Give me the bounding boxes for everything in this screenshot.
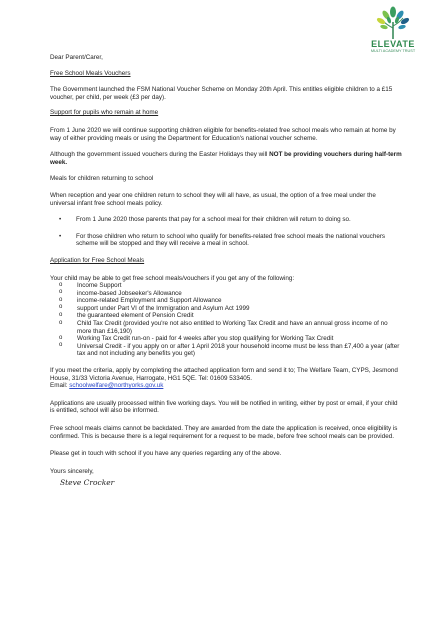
tree-icon: [370, 6, 416, 40]
heading-vouchers: Free School Meals Vouchers: [50, 69, 131, 77]
list-item: • For those children who return to school who qualify for benefits-related free school meals the national vouchers scheme will be stopped and they will receive a meal in school.: [50, 233, 402, 248]
logo-name: ELEVATE: [371, 39, 415, 49]
returning-bullet-list: [50, 216, 402, 248]
elevate-logo: [353, 6, 433, 58]
support-paragraph: From 1 June 2020 we will continue supporting children eligible for benefits-related free school meals who remain at home by way of either providing meals or using the Department for Education's national voucher scheme.: [50, 126, 396, 142]
list-item: o Working Tax Credit run-on - paid for 4 weeks after you stop qualifying for Working Tax Credit: [50, 335, 402, 343]
list-item: o Universal Credit - if you apply on or after 1 April 2018 your household income must be less than £7,400 a year (after tax and not including any benefits you get): [50, 343, 402, 358]
letter-body: [50, 54, 402, 487]
list-item: o income-based Jobseeker's Allowance: [50, 290, 402, 298]
criteria-text: If you meet the criteria, apply by completing the attached application form and send it to; The Welfare Team, CYPS, Jesmond House, 31/33 Victoria Avenue, Harrogate, HG1 5QE. Tel: 01609 533405.: [50, 367, 398, 382]
email-link[interactable]: schoolwelfare@northyorks.gov.uk: [69, 382, 164, 390]
list-item: o support under Part VI of the Immigration and Asylum Act 1999: [50, 305, 402, 313]
criteria-paragraph: [50, 367, 402, 390]
list-item: o income-related Employment and Support Allowance: [50, 297, 402, 305]
list-item: o Child Tax Credit (provided you're not also entitled to Working Tax Credit and have an annual gross income of no more than £16,190): [50, 320, 402, 335]
email-label: Email:: [50, 382, 68, 390]
signoff: Yours sincerely,: [50, 467, 94, 475]
list-item: • From 1 June 2020 those parents that pay for a school meal for their children will return to doing so.: [50, 216, 402, 224]
benefits-list: [50, 282, 402, 358]
heading-returning: Meals for children returning to school: [50, 175, 154, 183]
signature: Steve Crocker: [60, 478, 115, 488]
contact-paragraph: Please get in touch with school if you have any queries regarding any of the above.: [50, 450, 282, 458]
list-item: o the guaranteed element of Pension Credit: [50, 312, 402, 320]
heading-support: Support for pupils who remain at home: [50, 109, 159, 117]
greeting: Dear Parent/Carer,: [50, 54, 103, 61]
vouchers-half-term-paragraph: [50, 151, 402, 166]
vouchers-paragraph: The Government launched the FSM National Voucher Scheme on Monday 20th April. This entitles eligible children to a £15 voucher, per child, per week (£3 per day).: [50, 86, 393, 101]
processing-paragraph: Applications are usually processed within five working days. You will be notified in writing, either by post or email, if your child is entitled, school will also be informed.: [50, 399, 398, 415]
heading-application: Application for Free School Meals: [50, 256, 145, 264]
half-term-text: Although the government issued vouchers during the Easter Holidays they will: [50, 151, 268, 159]
half-term-emphasis: NOT be providing vouchers during half-term week.: [50, 151, 402, 166]
backdate-paragraph: Free school meals claims cannot be backdated. They are awarded from the date the application is received, once eligibility is confirmed. This is because there is a legal requirement for a request to be made, before free school meals can be provided.: [50, 425, 398, 440]
logo-tagline: MULTI ACADEMY TRUST: [370, 49, 416, 53]
application-intro: Your child may be able to get free school meals/vouchers if you get any of the following:: [50, 274, 295, 282]
returning-paragraph: When reception and year one children return to school they will all have, as usual, the option of a free meal under the universal infant free school meals policy.: [50, 191, 376, 207]
list-item: o Income Support: [50, 282, 402, 290]
